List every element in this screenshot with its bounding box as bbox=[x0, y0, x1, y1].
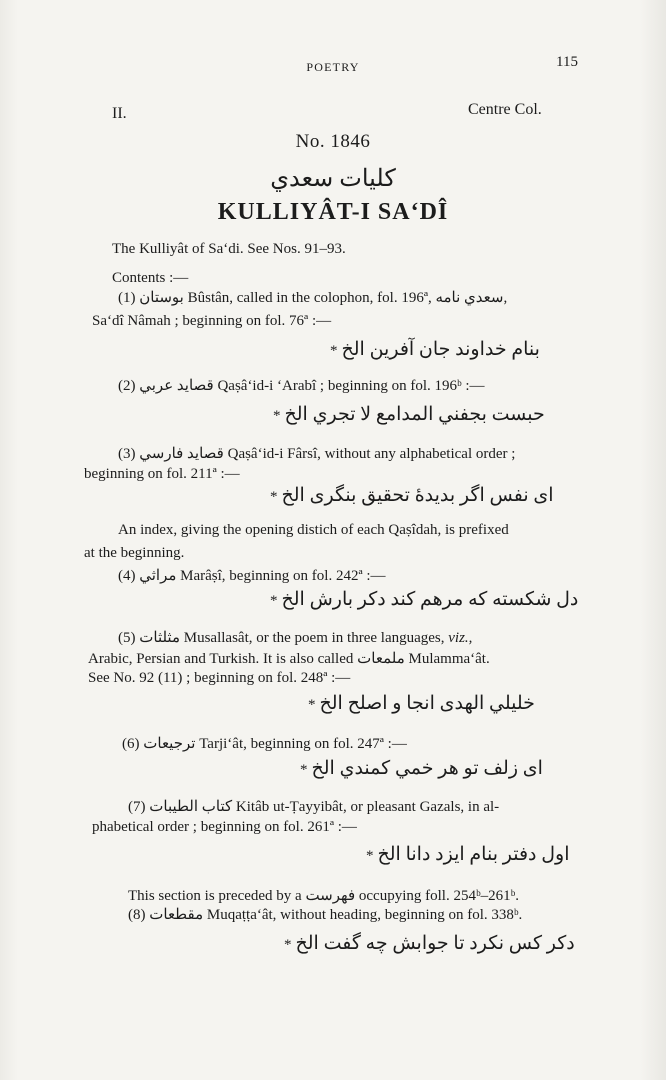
arabic-verse: خليلي الهدى انجا و اصلح الخ bbox=[319, 693, 535, 714]
note-text: occupying foll. 254ᵇ–261ᵇ. bbox=[358, 888, 519, 904]
item-text: Musallasât, or the poem in three languages, bbox=[183, 630, 445, 646]
verse-marker: * bbox=[284, 937, 292, 953]
item-7-verse bbox=[366, 843, 570, 866]
item-5-line-2 bbox=[88, 649, 490, 668]
item-number: (6) bbox=[122, 736, 140, 752]
arabic-term: مثلثات bbox=[139, 630, 180, 646]
arabic-verse: دكر كس نكرد تا جوابش چه گفت الخ bbox=[295, 933, 575, 954]
verse-marker: * bbox=[273, 408, 281, 424]
arabic-verse: اى زلف تو هر خمي كمندي الخ bbox=[311, 758, 543, 779]
item-7-line-1 bbox=[128, 797, 499, 816]
arabic-term: قصايد عربي bbox=[139, 378, 214, 394]
item-2-verse bbox=[273, 403, 545, 426]
item-text: Qaṣâ‘id-i Fârsî, without any alphabetical order ; bbox=[227, 446, 516, 462]
item-number: (7) bbox=[128, 799, 146, 815]
section-note bbox=[128, 886, 519, 905]
arabic-term: فهرست bbox=[305, 888, 356, 904]
arabic-term: ملمعات bbox=[357, 651, 405, 667]
arabic-verse: بنام خداوند جان آفرين الخ bbox=[341, 339, 540, 360]
item-text: Muqaṭṭa‘ât, without heading, beginning on fol. 338ᵇ. bbox=[206, 907, 523, 923]
item-text: Marâṣî, beginning on fol. 242ª :— bbox=[180, 568, 386, 584]
entry-title-arabic: كليات سعدي bbox=[270, 166, 396, 192]
arabic-term: سعدي نامه bbox=[435, 290, 504, 306]
item-6-verse bbox=[300, 757, 543, 780]
contents-label: Contents :— bbox=[112, 270, 189, 286]
item-number: (8) bbox=[128, 907, 146, 923]
item-8-line-1 bbox=[128, 905, 522, 924]
verse-marker: * bbox=[270, 489, 278, 505]
item-1-line-2: Sa‘dî Nâmah ; beginning on fol. 76ª :— bbox=[92, 313, 332, 329]
item-text: Arabic, Persian and Turkish. It is also called bbox=[88, 651, 354, 667]
item-text: Mulamma‘ât. bbox=[408, 651, 490, 667]
page-number: 115 bbox=[556, 54, 578, 70]
item-3-line-2: beginning on fol. 211ª :— bbox=[84, 466, 240, 482]
item-5-line-3: See No. 92 (11) ; beginning on fol. 248ª :— bbox=[88, 670, 351, 686]
item-4-line-1 bbox=[118, 566, 386, 585]
item-number: (3) bbox=[118, 446, 136, 462]
item-1-verse bbox=[330, 338, 540, 361]
verse-marker: * bbox=[366, 848, 374, 864]
arabic-term: مراثي bbox=[139, 568, 177, 584]
arabic-term: كتاب الطيبات bbox=[149, 799, 233, 815]
arabic-term: بوستان bbox=[139, 290, 184, 306]
item-5-verse bbox=[308, 692, 535, 715]
item-text: Bûstân, called in the colophon, fol. 196ª, bbox=[187, 290, 432, 306]
item-number: (5) bbox=[118, 630, 136, 646]
item-3-verse bbox=[270, 484, 554, 507]
arabic-verse: حبست بجفني المدامع لا تجري الخ bbox=[284, 404, 545, 425]
arabic-verse: دل شكسته كه مرهم كند دكر بارش الخ bbox=[281, 589, 579, 610]
arabic-term: ترجيعات bbox=[143, 736, 196, 752]
item-4-verse bbox=[270, 588, 578, 611]
entry-number: No. 1846 bbox=[295, 131, 371, 152]
section-location: Centre Col. bbox=[468, 101, 542, 118]
item-8-verse bbox=[284, 932, 575, 955]
index-note-line-2: at the beginning. bbox=[84, 545, 185, 561]
index-note-line-1: An index, giving the opening distich of each Qaṣîdah, is prefixed bbox=[118, 522, 509, 538]
item-7-line-2: phabetical order ; beginning on fol. 261ª :— bbox=[92, 819, 357, 835]
item-text: Tarji‘ât, beginning on fol. 247ª :— bbox=[199, 736, 407, 752]
item-text-italic: viz., bbox=[448, 630, 473, 646]
section-roman-numeral: II. bbox=[112, 105, 127, 122]
note-text: This section is preceded by a bbox=[128, 888, 302, 904]
running-title: POETRY bbox=[306, 60, 360, 74]
entry-intro: The Kulliyât of Sa‘di. See Nos. 91–93. bbox=[112, 241, 346, 257]
item-number: (2) bbox=[118, 378, 136, 394]
arabic-verse: اى نفس اگر بديدهٔ تحقيق بنگرى الخ bbox=[281, 485, 554, 506]
item-text: Kitâb ut-Ṭayyibât, or pleasant Gazals, in al- bbox=[235, 799, 500, 815]
item-text: Qaṣâ‘id-i ‘Arabî ; beginning on fol. 196ᵇ :— bbox=[217, 378, 485, 394]
item-number: (1) bbox=[118, 290, 136, 306]
verse-marker: * bbox=[300, 762, 308, 778]
item-number: (4) bbox=[118, 568, 136, 584]
verse-marker: * bbox=[308, 697, 316, 713]
arabic-term: قصايد فارسي bbox=[139, 446, 224, 462]
verse-marker: * bbox=[330, 343, 338, 359]
punctuation: , bbox=[503, 290, 508, 306]
item-3-line-1 bbox=[118, 444, 515, 463]
arabic-term: مقطعات bbox=[149, 907, 204, 923]
entry-title: KULLIYÂT-I SA‘DÎ bbox=[217, 199, 449, 225]
item-5-line-1 bbox=[118, 628, 472, 647]
item-6-line-1 bbox=[122, 734, 407, 753]
item-2-line-1 bbox=[118, 376, 485, 395]
item-1-line-1 bbox=[118, 288, 507, 307]
arabic-verse: اول دفتر بنام ايزد دانا الخ bbox=[377, 844, 570, 865]
verse-marker: * bbox=[270, 593, 278, 609]
